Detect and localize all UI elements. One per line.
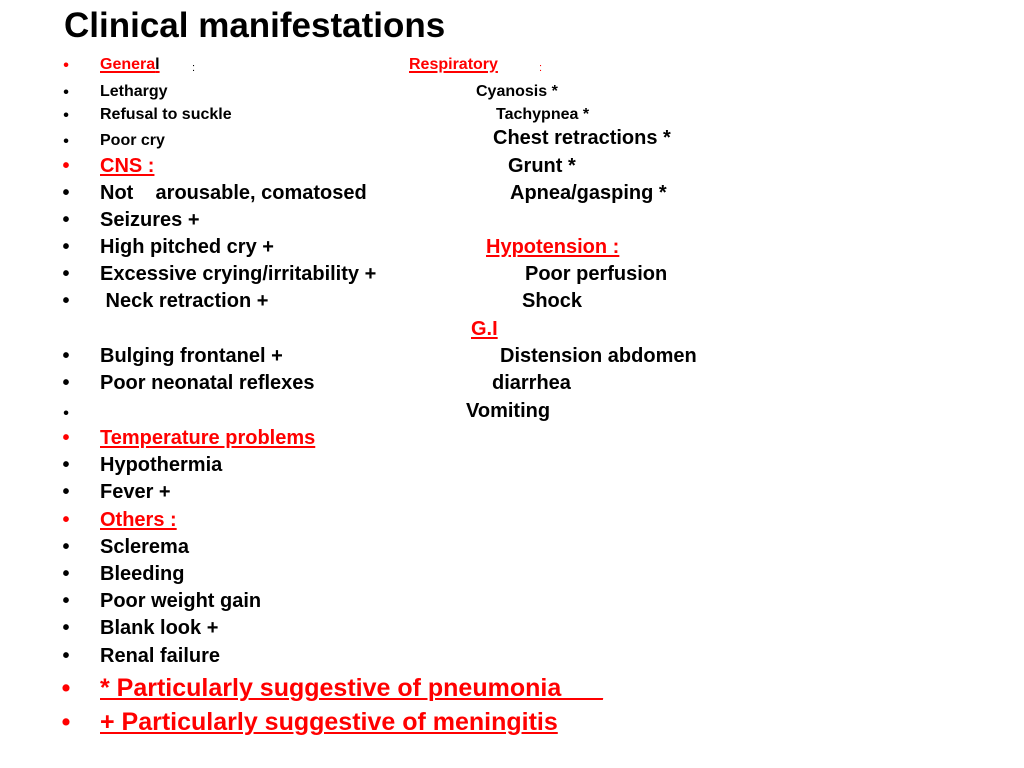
list-item [0, 536, 1024, 563]
item-tachypnea: Tachypnea * [496, 106, 590, 123]
list-item [0, 454, 1024, 481]
bullet-icon: • [63, 107, 69, 124]
item-renal-failure: Renal failure [100, 645, 221, 667]
others-heading: Others : [100, 509, 177, 531]
bullet-icon: • [63, 133, 69, 150]
bullet-icon: • [62, 345, 70, 367]
bullet-icon: • [62, 209, 70, 231]
item-blank-look: Blank look + [100, 617, 219, 639]
list-item [0, 263, 1024, 290]
temperature-heading: Temperature problems [100, 427, 316, 449]
item-seizures: Seizures + [100, 209, 200, 231]
footnote-pneumonia: * Particularly suggestive of pneumonia___ [100, 674, 603, 702]
bullet-icon: • [62, 617, 70, 639]
list-item [0, 372, 1024, 399]
list-item-footnote-pneumonia [0, 674, 1024, 708]
list-item-gi [0, 318, 1024, 345]
list-item-footnote-meningitis [0, 708, 1024, 742]
list-item [0, 290, 1024, 317]
item-refusal-to-suckle: Refusal to suckle [100, 106, 232, 123]
item-cyanosis: Cyanosis * [476, 83, 558, 100]
list-item [0, 481, 1024, 508]
general-colon: : [192, 62, 196, 74]
list-item [0, 345, 1024, 372]
list-item [0, 645, 1024, 672]
item-fever: Fever + [100, 481, 171, 503]
slide-title: Clinical manifestations [64, 6, 446, 45]
hypotension-heading: Hypotension : [486, 236, 620, 258]
list-item [0, 400, 1024, 427]
item-grunt: Grunt * [508, 155, 576, 177]
footnote-meningitis: + Particularly suggestive of meningitis [100, 708, 558, 736]
bullet-icon: • [62, 509, 70, 531]
bullet-icon: • [62, 481, 70, 503]
bullet-icon: • [62, 590, 70, 612]
list-item [0, 590, 1024, 617]
list-item-others [0, 509, 1024, 536]
bullet-icon: • [62, 263, 70, 285]
bullet-icon: • [62, 372, 70, 394]
bullet-icon: • [62, 427, 70, 449]
bullet-icon: • [63, 405, 69, 422]
item-poor-weight-gain: Poor weight gain [100, 590, 262, 612]
item-bleeding: Bleeding [100, 563, 185, 585]
bullet-icon: • [61, 674, 71, 702]
general-heading-last: l [155, 56, 160, 73]
item-sclerema: Sclerema [100, 536, 189, 558]
item-poor-cry: Poor cry [100, 132, 165, 149]
item-apnea-gasping: Apnea/gasping * [510, 182, 667, 204]
item-poor-perfusion: Poor perfusion [525, 263, 668, 285]
general-heading [100, 56, 160, 74]
respiratory-colon: : [539, 62, 543, 74]
list-item [0, 182, 1024, 209]
list-item-cns [0, 155, 1024, 182]
cns-heading: CNS : [100, 155, 155, 177]
item-poor-neonatal-reflexes: Poor neonatal reflexes [100, 372, 315, 394]
bullet-icon: • [62, 536, 70, 558]
item-not-arousable: Not arousable, comatosed [100, 182, 367, 204]
list-item [0, 563, 1024, 590]
item-chest-retractions: Chest retractions * [493, 127, 671, 149]
bullet-icon: • [61, 708, 71, 736]
item-neck-retraction: Neck retraction + [100, 290, 269, 312]
bullet-icon: • [62, 563, 70, 585]
item-lethargy: Lethargy [100, 83, 168, 100]
item-diarrhea: diarrhea [492, 372, 571, 394]
bullet-icon: • [62, 182, 70, 204]
gi-heading: G.I [471, 318, 498, 340]
list-item-general [0, 53, 1024, 80]
item-excessive-crying: Excessive crying/irritability + [100, 263, 377, 285]
respiratory-heading: Respiratory [409, 56, 498, 73]
item-hypothermia: Hypothermia [100, 454, 223, 476]
list-item-temperature [0, 427, 1024, 454]
item-bulging-frontanel: Bulging frontanel + [100, 345, 283, 367]
item-vomiting: Vomiting [466, 400, 551, 422]
list-item [0, 127, 1024, 154]
list-item [0, 617, 1024, 644]
bullet-icon: • [62, 155, 70, 177]
bullet-icon: • [62, 645, 70, 667]
list-item [0, 236, 1024, 263]
item-shock: Shock [522, 290, 583, 312]
bullet-icon: • [62, 236, 70, 258]
bullet-icon: • [63, 84, 69, 101]
item-distension-abdomen: Distension abdomen [500, 345, 697, 367]
bullet-icon: • [62, 454, 70, 476]
bullet-icon: • [62, 290, 70, 312]
bullet-icon: • [63, 57, 69, 74]
item-high-pitched-cry: High pitched cry + [100, 236, 274, 258]
list-item [0, 103, 1024, 130]
general-heading-prefix: Genera [100, 56, 156, 73]
list-item [0, 209, 1024, 236]
